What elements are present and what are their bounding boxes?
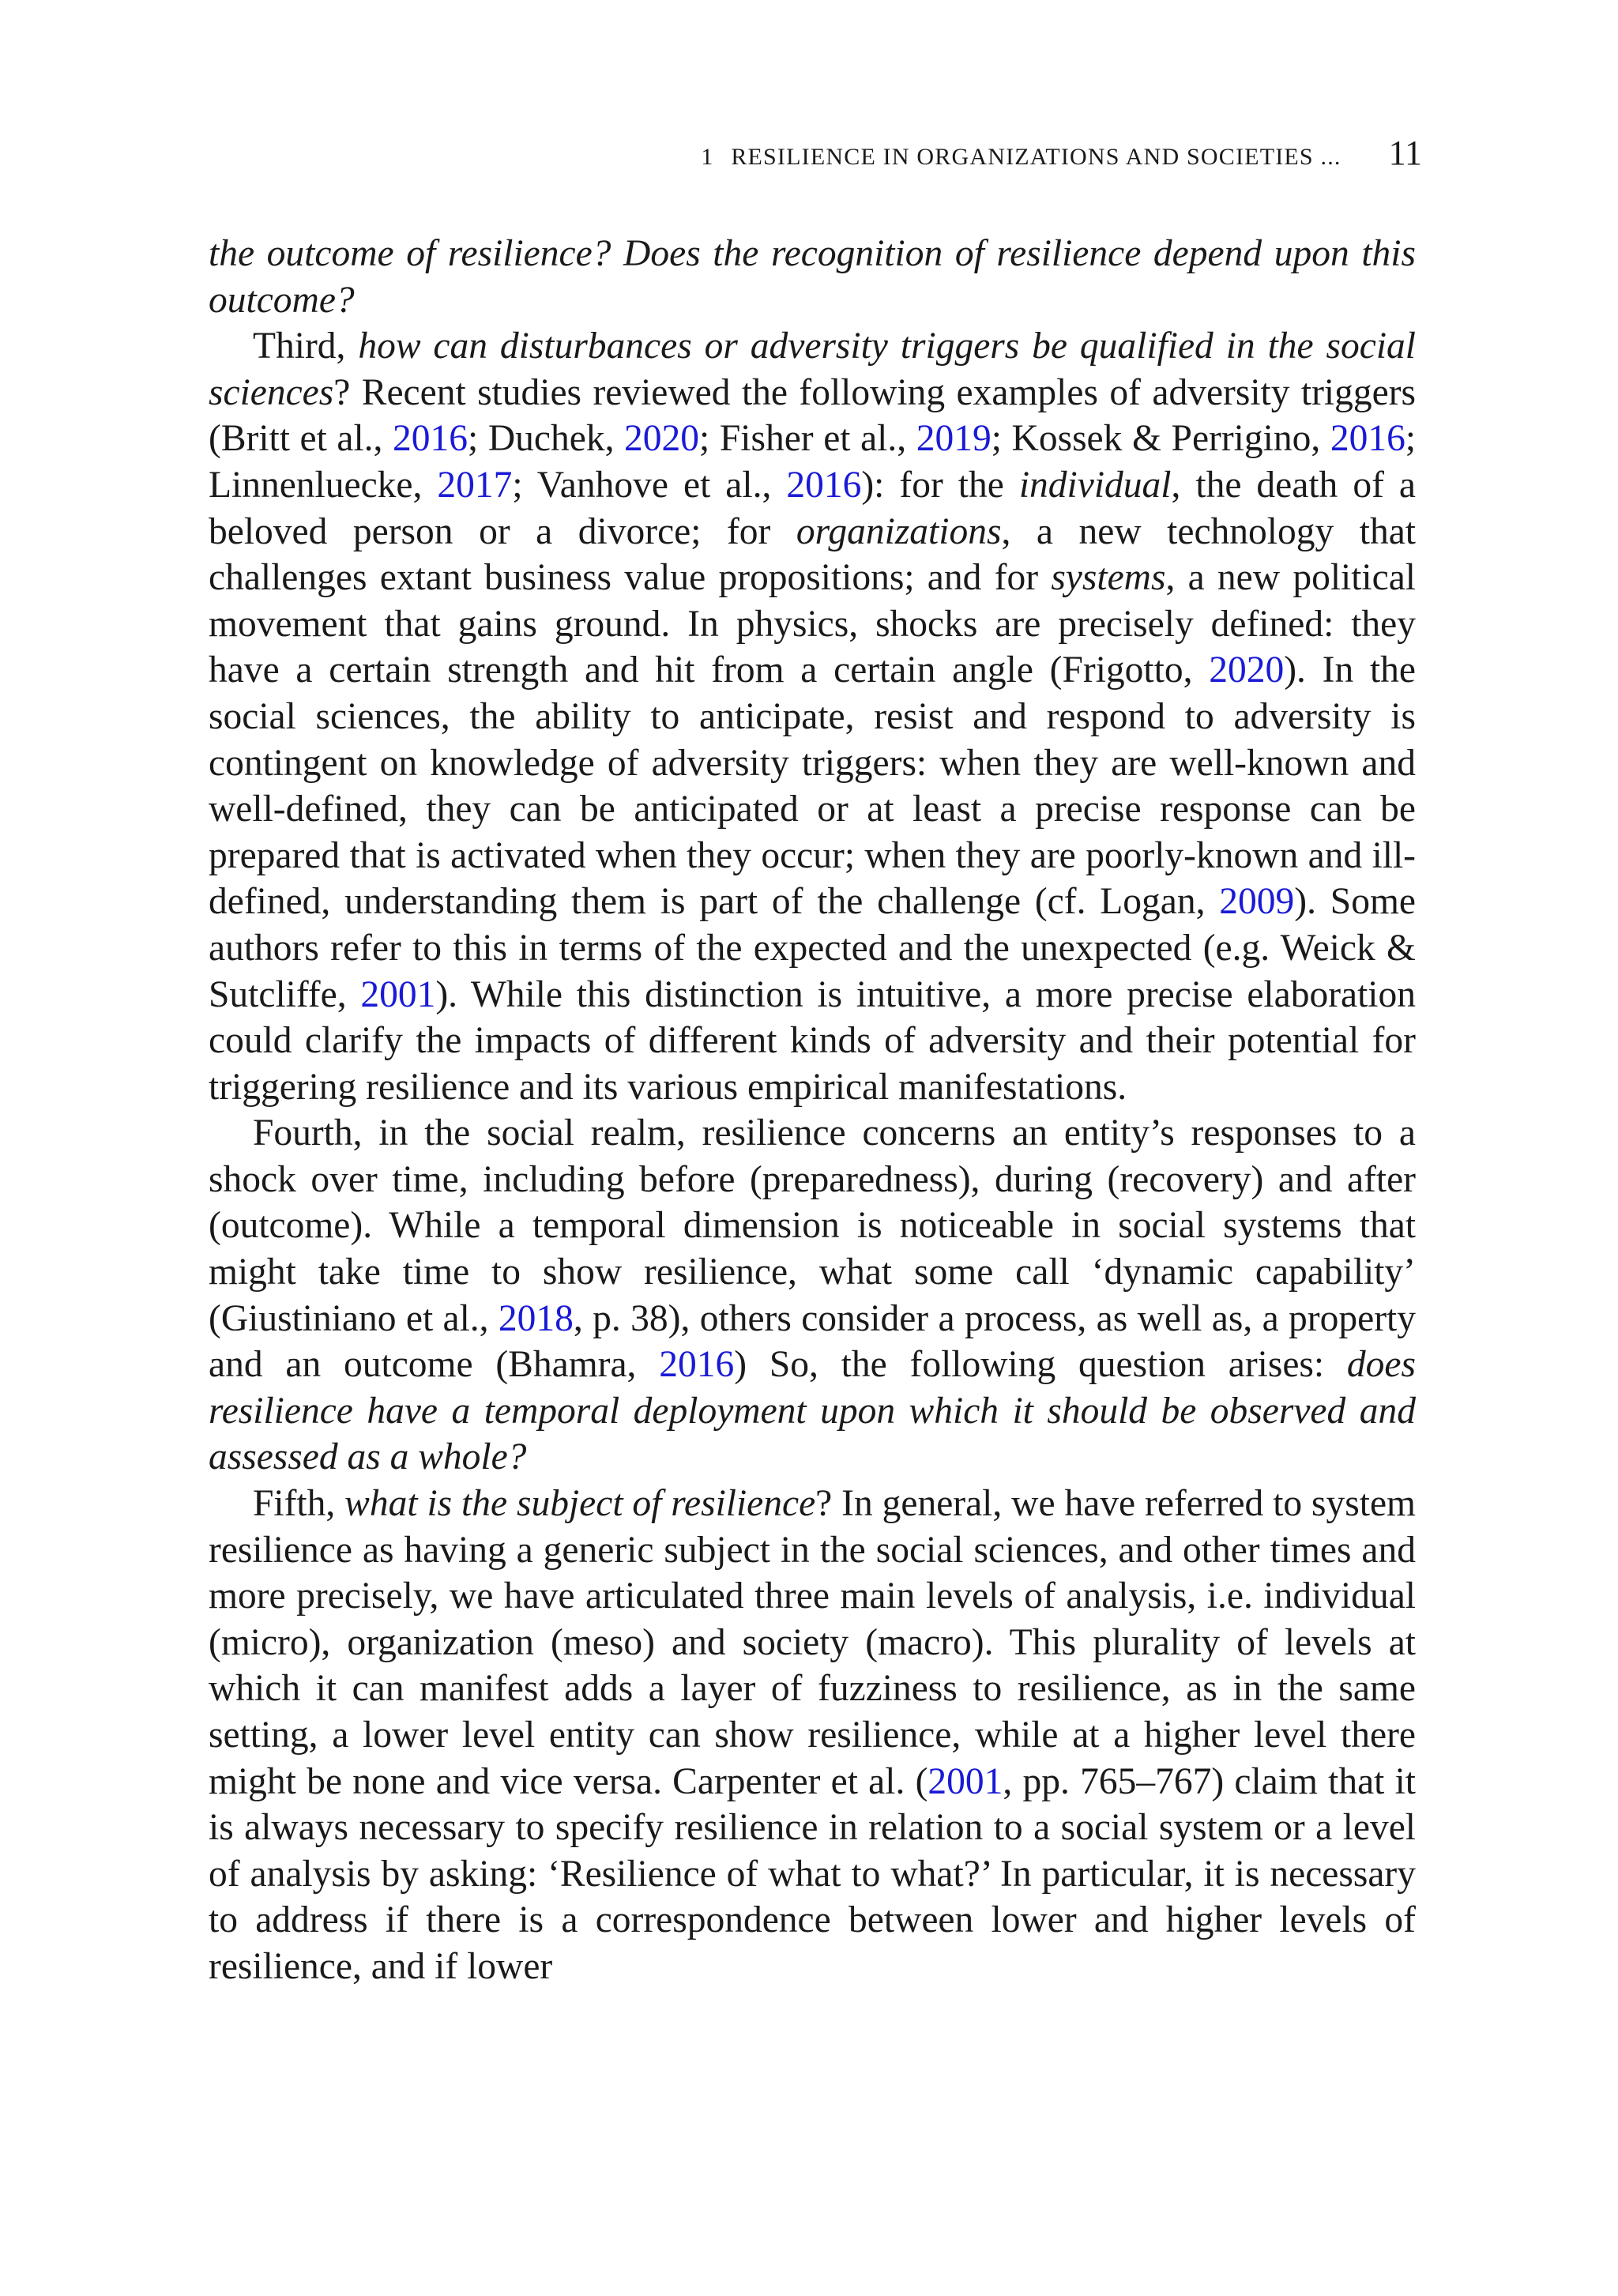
citation-year-link[interactable]: 2009 (1219, 881, 1295, 923)
citation-year-link[interactable]: 2020 (624, 418, 700, 460)
text-run: ). While this distinction is intuitive, a more precise elaboration could clarify the impacts of different kinds of adversity and their potential for triggering resilience and its various empirical manifestations. (209, 973, 1416, 1108)
text-run: Fifth, (253, 1483, 345, 1525)
italic-text: individual (1018, 464, 1172, 506)
text-run: ): for the (861, 464, 1019, 506)
italic-text: the outcome of resilience? Does the recognition of resilience depend upon this outcome? (209, 233, 1416, 321)
italic-text: systems (1051, 557, 1166, 599)
text-run: ; Duchek, (468, 418, 625, 460)
text-run: ). Some authors refer to this in terms of the expected and the unexpected (e.g. Weick & Sutcliffe, (209, 881, 1416, 1015)
citation-year-link[interactable]: 2016 (1330, 418, 1405, 460)
text-run: ; Linnenluecke, (209, 418, 1417, 506)
paragraph-continuation (209, 231, 1416, 323)
text-run: ; Vanhove et al., (512, 464, 787, 506)
text-run: Fourth, in the social realm, resilience concerns an entity’s responses to a shock over time, including before (preparedness), during (recovery) and after (outcome). While a temporal dimension is noticeable in social systems that might take time to show resilience, what some call ‘dynamic capability’ (Giustiniano et al., (209, 1112, 1416, 1339)
paragraph-fourth-question (209, 1110, 1416, 1481)
text-run: ? In general, we have referred to system resilience as having a generic subject in the social sciences, and other times and more precisely, we have articulated three main levels of analysis, i.e. individual (micro), organization (meso) and society (macro). This plurality of levels at which it can manifest adds a layer of fuzziness to resilience, as in the same setting, a lower level entity can show resilience, while at a higher level there might be none and vice versa. Carpenter et al. ( (209, 1483, 1416, 1802)
citation-year-link[interactable]: 2016 (786, 464, 862, 506)
citation-year-link[interactable]: 2001 (928, 1760, 1003, 1802)
chapter-number: 1 (701, 144, 714, 170)
running-head (209, 133, 1422, 180)
text-run: , the death of a beloved person or a divorce; for (209, 464, 1416, 552)
text-run: , a new technology that challenges extant business value propositions; and for (209, 510, 1416, 599)
citation-year-link[interactable]: 2016 (659, 1344, 735, 1386)
italic-text: what is the subject of resilience (344, 1483, 816, 1525)
chapter-title: RESILIENCE IN ORGANIZATIONS AND SOCIETIES ... (731, 144, 1341, 170)
page-number: 11 (1388, 134, 1422, 172)
text-run: , pp. 765–767) claim that it is always necessary to specify resilience in relation to a social system or a level of analysis by asking: ‘Resilience of what to what?’ In particular, it is necessary to address if there is a correspondence between lower and higher levels of resilience, and if lower (209, 1760, 1416, 1987)
text-run: ). In the social sciences, the ability to anticipate, resist and respond to adversity is contingent on knowledge of adversity triggers: when they are well-known and well-defined, they can be anticipated or at least a precise response can be prepared that is activated when they occur; when they are poorly-known and ill-defined, understanding them is part of the challenge (cf. Logan, (209, 649, 1416, 923)
citation-year-link[interactable]: 2018 (498, 1297, 574, 1339)
paragraph-fifth-question (209, 1481, 1416, 1990)
italic-text: how can disturbances or adversity triggers be qualified in the social sciences (209, 326, 1416, 413)
paragraph-third-question (209, 323, 1416, 1110)
text-run: , p. 38), others consider a process, as well as, a property and an outcome (Bhamra, (209, 1297, 1416, 1386)
text-run: ; Fisher et al., (699, 418, 916, 460)
text-run: Third, (253, 326, 359, 367)
italic-text: does resilience have a temporal deployment upon which it should be observed and assessed as a whole? (209, 1344, 1416, 1478)
citation-year-link[interactable]: 2001 (360, 973, 436, 1015)
italic-text: organizations (796, 510, 1002, 552)
citation-year-link[interactable]: 2016 (393, 418, 468, 460)
text-run: , a new political movement that gains ground. In physics, shocks are precisely defined: they have a certain strength and hit from a certain angle (Frigotto, (209, 557, 1416, 691)
citation-year-link[interactable]: 2020 (1209, 649, 1285, 691)
body-text (209, 231, 1416, 1990)
text-run: ) So, the following question arises: (734, 1344, 1347, 1386)
citation-year-link[interactable]: 2017 (437, 464, 513, 506)
text-run: ; Kossek & Perrigino, (991, 418, 1330, 460)
citation-year-link[interactable]: 2019 (916, 418, 991, 460)
text-run: ? Recent studies reviewed the following examples of adversity triggers (Britt et al., (209, 371, 1416, 460)
